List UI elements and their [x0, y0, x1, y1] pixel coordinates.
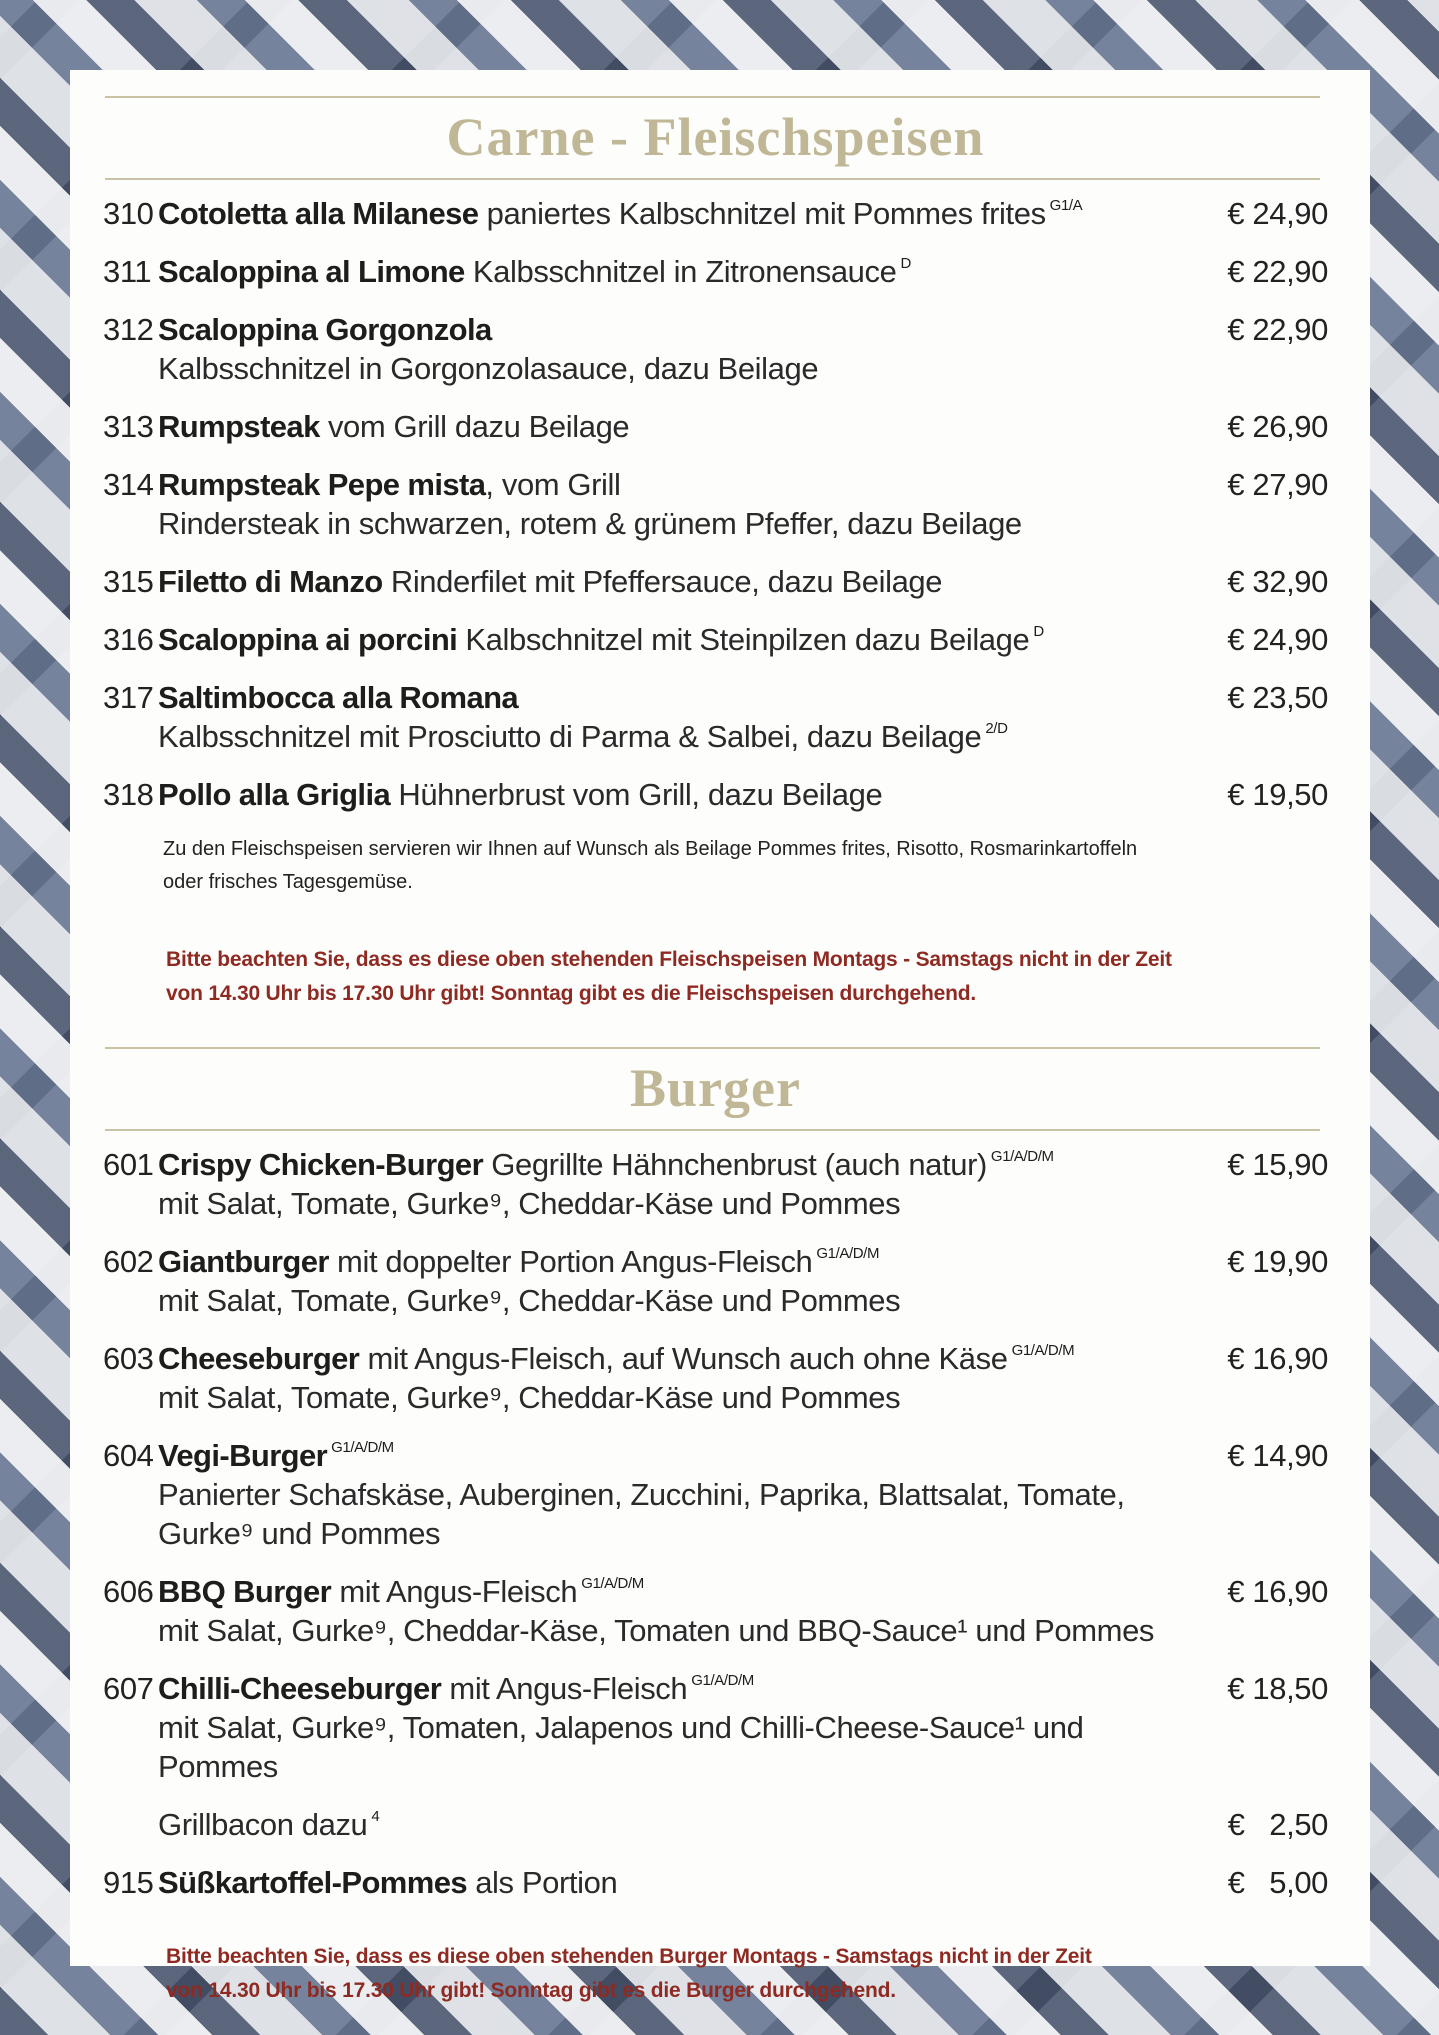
item-description: Kalbschnitzel mit Steinpilzen dazu Beilage — [465, 622, 1030, 657]
item-description: Kalbsschnitzel in Zitronensauce — [472, 254, 897, 289]
item-description: , vom Grill — [485, 467, 621, 502]
item-number: 318 — [103, 777, 154, 812]
item-number: 311 — [103, 254, 152, 289]
item-price: € 5,00 — [1227, 1865, 1328, 1900]
item-description-line2: mit Salat, Gurke⁹, Cheddar-Käse, Tomaten und BBQ-Sauce¹ und Pommes — [158, 1613, 1155, 1648]
item-description: Grillbacon dazu — [158, 1807, 368, 1842]
section-bottom-rule — [105, 178, 1320, 180]
item-name: Crispy Chicken-Burger — [158, 1147, 484, 1182]
section-title-burger: Burger — [630, 1058, 801, 1118]
section-top-rule — [105, 1047, 1320, 1049]
item-price: € 14,90 — [1227, 1438, 1328, 1473]
item-description: mit Angus-Fleisch — [449, 1671, 688, 1706]
item-number: 313 — [103, 409, 154, 444]
allergen-code: D — [1033, 623, 1044, 640]
item-name: Cheeseburger — [158, 1341, 360, 1376]
item-description-line2: Rindersteak in schwarzen, rotem & grünem Pfeffer, dazu Beilage — [158, 506, 1022, 541]
item-description: mit Angus-Fleisch, auf Wunsch auch ohne Käse — [367, 1341, 1008, 1376]
item-price: € 2,50 — [1227, 1807, 1328, 1842]
allergen-code: G1/A/D/M — [581, 1575, 644, 1592]
side-dish-note — [163, 833, 1328, 899]
item-description: vom Grill dazu Beilage — [327, 409, 630, 444]
item-description: mit Angus-Fleisch — [339, 1574, 578, 1609]
item-price: € 19,50 — [1227, 777, 1328, 812]
item-number: 603 — [103, 1341, 154, 1376]
menu-item — [103, 1145, 1328, 1223]
menu-item — [103, 252, 1328, 291]
allergen-code: 4 — [371, 1808, 380, 1825]
item-name: Chilli-Cheeseburger — [158, 1671, 442, 1706]
item-number: 315 — [103, 564, 154, 599]
item-description: Hühnerbrust vom Grill, dazu Beilage — [398, 777, 883, 812]
item-name: Rumpsteak — [158, 409, 320, 444]
item-number: 317 — [103, 680, 154, 715]
item-price: € 24,90 — [1227, 196, 1328, 231]
section-title-carne: Carne - Fleischspeisen — [446, 107, 985, 167]
item-price: € 16,90 — [1227, 1574, 1328, 1609]
item-price: € 22,90 — [1227, 312, 1328, 347]
menu-item — [103, 562, 1328, 601]
carne-items — [103, 194, 1328, 814]
item-price: € 27,90 — [1227, 467, 1328, 502]
item-name: Cotoletta alla Milanese — [158, 196, 479, 231]
menu-item — [103, 1669, 1328, 1786]
item-number: 602 — [103, 1244, 154, 1279]
item-name: Scaloppina al Limone — [158, 254, 465, 289]
item-description: mit doppelter Portion Angus-Fleisch — [337, 1244, 813, 1279]
item-number: 314 — [103, 467, 154, 502]
item-description-line2: mit Salat, Tomate, Gurke⁹, Cheddar-Käse und Pommes — [158, 1380, 901, 1415]
item-name: Scaloppina Gorgonzola — [158, 312, 492, 347]
item-price: € 16,90 — [1227, 1341, 1328, 1376]
availability-warning — [166, 1940, 1328, 2008]
item-name: Süßkartoffel-Pommes — [158, 1865, 467, 1900]
menu-item — [103, 678, 1328, 756]
item-price: € 23,50 — [1227, 680, 1328, 715]
item-number: 915 — [103, 1865, 154, 1900]
allergen-code: 2/D — [985, 720, 1008, 737]
warning-line: Bitte beachten Sie, dass es diese oben stehenden Fleischspeisen Montags - Samstags nicht in der Zeit — [166, 948, 1172, 971]
item-description-line2: Kalbsschnitzel mit Prosciutto di Parma & Salbei, dazu Beilage — [158, 719, 982, 754]
item-name: Vegi-Burger — [158, 1438, 328, 1473]
item-price: € 22,90 — [1227, 254, 1328, 289]
item-description-line2: mit Salat, Tomate, Gurke⁹, Cheddar-Käse und Pommes — [158, 1283, 901, 1318]
item-description-line2: Kalbsschnitzel in Gorgonzolasauce, dazu Beilage — [158, 351, 819, 386]
warning-line: Bitte beachten Sie, dass es diese oben stehenden Burger Montags - Samstags nicht in der Zeit — [166, 1945, 1092, 1968]
item-price: € 18,50 — [1227, 1671, 1328, 1706]
menu-item-extra — [103, 1805, 1328, 1844]
item-name: Saltimbocca alla Romana — [158, 680, 519, 715]
menu-item — [103, 194, 1328, 233]
item-number: 316 — [103, 622, 154, 657]
item-number: 312 — [103, 312, 154, 347]
warning-line: von 14.30 Uhr bis 17.30 Uhr gibt! Sonntag gibt es die Fleischspeisen durchgehend. — [166, 982, 976, 1005]
menu-item — [103, 407, 1328, 446]
item-price: € 24,90 — [1227, 622, 1328, 657]
note-line: oder frisches Tagesgemüse. — [163, 871, 413, 893]
allergen-code: G1/A/D/M — [990, 1148, 1054, 1165]
menu-item — [103, 465, 1328, 543]
menu-page — [70, 70, 1370, 2002]
item-number: 601 — [103, 1147, 154, 1182]
item-description: Gegrillte Hähnchenbrust (auch natur) — [491, 1147, 987, 1182]
menu-item — [103, 620, 1328, 659]
section-top-rule — [105, 96, 1320, 98]
item-price: € 32,90 — [1227, 564, 1328, 599]
item-name: BBQ Burger — [158, 1574, 332, 1609]
allergen-code: D — [900, 255, 911, 272]
menu-item — [103, 1436, 1328, 1553]
item-name: Pollo alla Griglia — [158, 777, 391, 812]
menu-item — [103, 1339, 1328, 1417]
menu-item — [103, 1572, 1328, 1650]
item-number: 310 — [103, 196, 154, 231]
warning-line: von 14.30 Uhr bis 17.30 Uhr gibt! Sonntag gibt es die Burger durchgehend. — [166, 1979, 896, 2002]
allergen-code: G1/A/D/M — [331, 1439, 394, 1456]
item-name: Giantburger — [158, 1244, 329, 1279]
availability-warning — [166, 943, 1328, 1011]
menu-item — [103, 1863, 1328, 1902]
allergen-code: G1/A/D/M — [691, 1672, 754, 1689]
item-name: Filetto di Manzo — [158, 564, 383, 599]
burger-section — [103, 1047, 1328, 2008]
burger-items — [103, 1145, 1328, 1902]
item-description-line2: Panierter Schafskäse, Auberginen, Zucchini, Paprika, Blattsalat, Tomate, Gurke⁹ und Pommes — [158, 1477, 1125, 1551]
menu-item — [103, 310, 1328, 388]
item-description-line2: mit Salat, Gurke⁹, Tomaten, Jalapenos und Chilli-Cheese-Sauce¹ und Pommes — [158, 1710, 1084, 1784]
section-bottom-rule — [105, 1129, 1320, 1131]
allergen-code: G1/A — [1049, 197, 1083, 214]
item-number: 607 — [103, 1671, 154, 1706]
item-price: € 15,90 — [1227, 1147, 1328, 1182]
item-number: 604 — [103, 1438, 154, 1473]
note-line: Zu den Fleischspeisen servieren wir Ihnen auf Wunsch als Beilage Pommes frites, Risotto, Rosmarinkartoffeln — [163, 838, 1138, 860]
item-description: als Portion — [475, 1865, 618, 1900]
item-price: € 19,90 — [1227, 1244, 1328, 1279]
menu-item — [103, 775, 1328, 814]
item-name: Rumpsteak Pepe mista — [158, 467, 486, 502]
item-description-line2: mit Salat, Tomate, Gurke⁹, Cheddar-Käse und Pommes — [158, 1186, 901, 1221]
item-description: paniertes Kalbschnitzel mit Pommes frites — [486, 196, 1046, 231]
item-number: 606 — [103, 1574, 154, 1609]
item-price: € 26,90 — [1227, 409, 1328, 444]
allergen-code: G1/A/D/M — [816, 1245, 880, 1262]
allergen-code: G1/A/D/M — [1011, 1342, 1075, 1359]
item-description: Rinderfilet mit Pfeffersauce, dazu Beilage — [390, 564, 943, 599]
item-name: Scaloppina ai porcini — [158, 622, 458, 657]
menu-item — [103, 1242, 1328, 1320]
